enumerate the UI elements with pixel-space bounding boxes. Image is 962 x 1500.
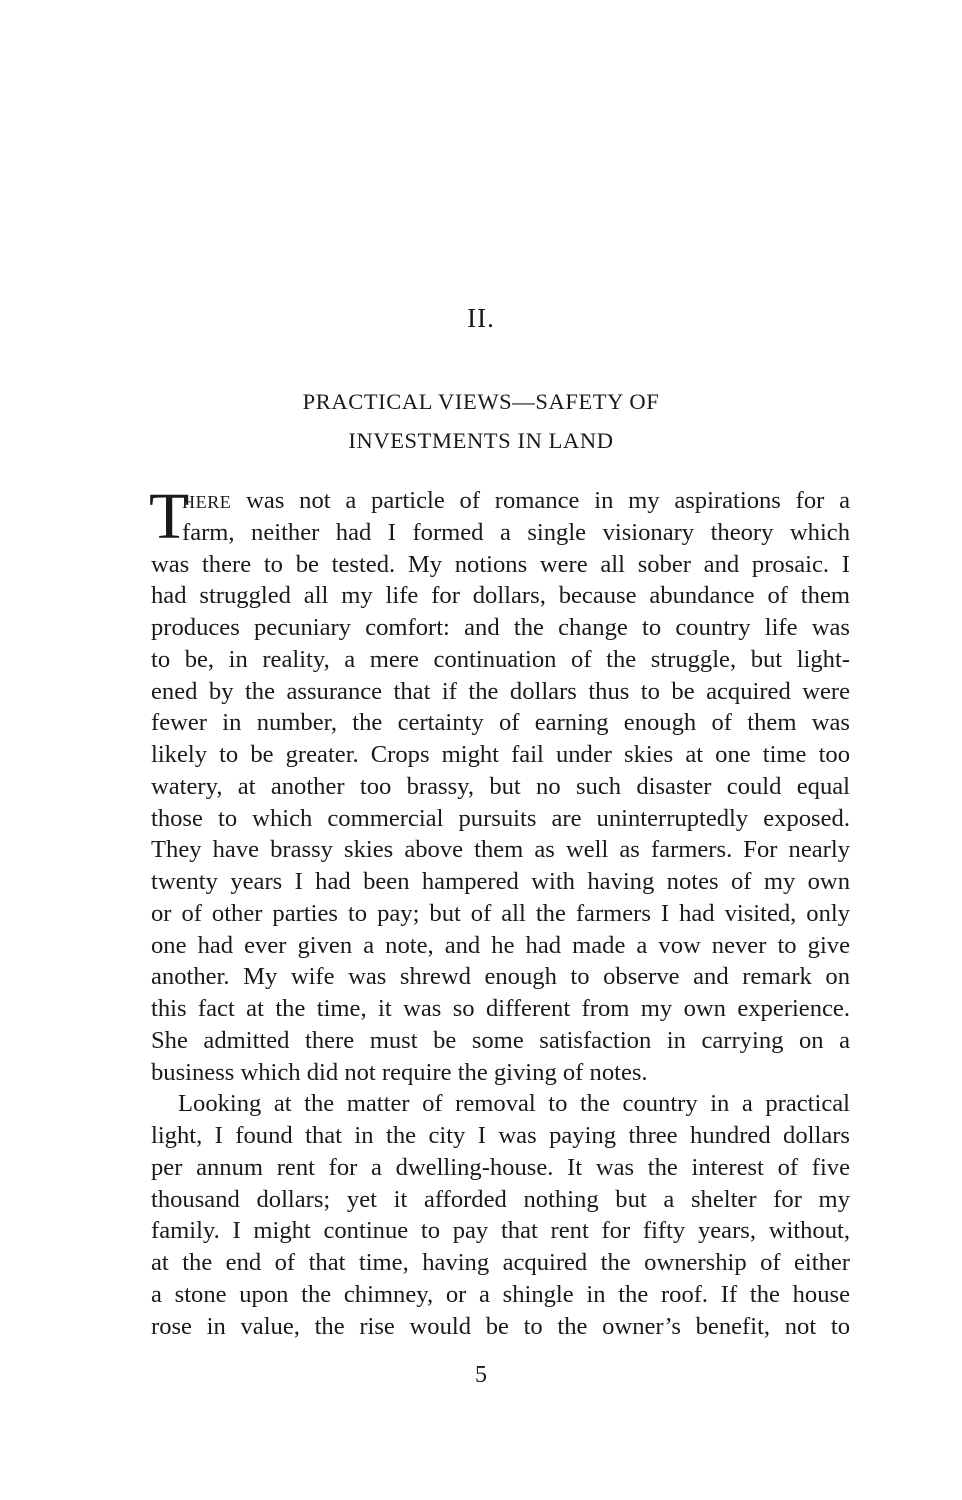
- text-line: those to which commercial pursuits are uninterruptedly exposed.: [151, 804, 850, 832]
- body-text: [149, 480, 850, 1342]
- text-line: was there to be tested. My notions were all sober and prosaic. I: [151, 550, 850, 578]
- text-line: at the end of that time, having acquired the ownership of either: [151, 1249, 850, 1276]
- text-line: likely to be greater. Crops might fail under skies at one time too: [151, 741, 850, 768]
- text-line: thousand dollars; yet it afforded nothing but a shelter for my: [151, 1185, 850, 1213]
- text-line: family. I might continue to pay that rent for fifty years, without,: [151, 1217, 850, 1245]
- text-line: had struggled all my life for dollars, because abundance of them: [151, 582, 850, 610]
- chapter-number: II.: [467, 303, 495, 333]
- chapter-title-line: INVESTMENTS IN LAND: [348, 428, 614, 453]
- text-line: business which did not require the giving of notes.: [151, 1058, 648, 1086]
- text-line: to be, in reality, a mere continuation of the struggle, but light-: [151, 645, 850, 673]
- text-line-rest: was not a particle of romance in my aspirations for a: [231, 487, 850, 514]
- text-line: She admitted there must be some satisfaction in carrying on a: [151, 1026, 850, 1054]
- text-line: a stone upon the chimney, or a shingle in the roof. If the house: [151, 1280, 850, 1308]
- text-line: per annum rent for a dwelling-house. It was the interest of five: [151, 1153, 850, 1181]
- text-line: They have brassy skies above them as well as farmers. For nearly: [151, 836, 850, 864]
- page-number: 5: [475, 1362, 487, 1388]
- text-line: Looking at the matter of removal to the country in a practical: [178, 1090, 850, 1118]
- text-line: or of other parties to pay; but of all the farmers I had visited, only: [151, 899, 850, 927]
- chapter-title: [0, 382, 962, 460]
- text-line: one had ever given a note, and he had made a vow never to give: [151, 931, 850, 959]
- text-line: ened by the assurance that if the dollars thus to be acquired were: [151, 677, 850, 705]
- text-line: fewer in number, the certainty of earning enough of them was: [151, 709, 850, 737]
- text-line: twenty years I had been hampered with having notes of my own: [151, 868, 850, 895]
- text-line: [151, 485, 850, 517]
- chapter-title-line: PRACTICAL VIEWS—SAFETY OF: [302, 389, 660, 414]
- text-line: watery, at another too brassy, but no such disaster could equal: [151, 772, 850, 800]
- text-line: produces pecuniary comfort: and the change to country life was: [151, 614, 850, 641]
- text-line: rose in value, the rise would be to the owner’s benefit, not to: [151, 1312, 850, 1340]
- text-line: another. My wife was shrewd enough to observe and remark on: [151, 963, 850, 991]
- text-line: light, I found that in the city I was paying three hundred dollars: [151, 1122, 850, 1149]
- text-line: this fact at the time, it was so different from my own experience.: [151, 995, 850, 1022]
- small-caps-word: HERE: [182, 492, 232, 512]
- text-line: farm, neither had I formed a single visionary theory which: [182, 518, 850, 546]
- drop-cap: T: [149, 480, 190, 553]
